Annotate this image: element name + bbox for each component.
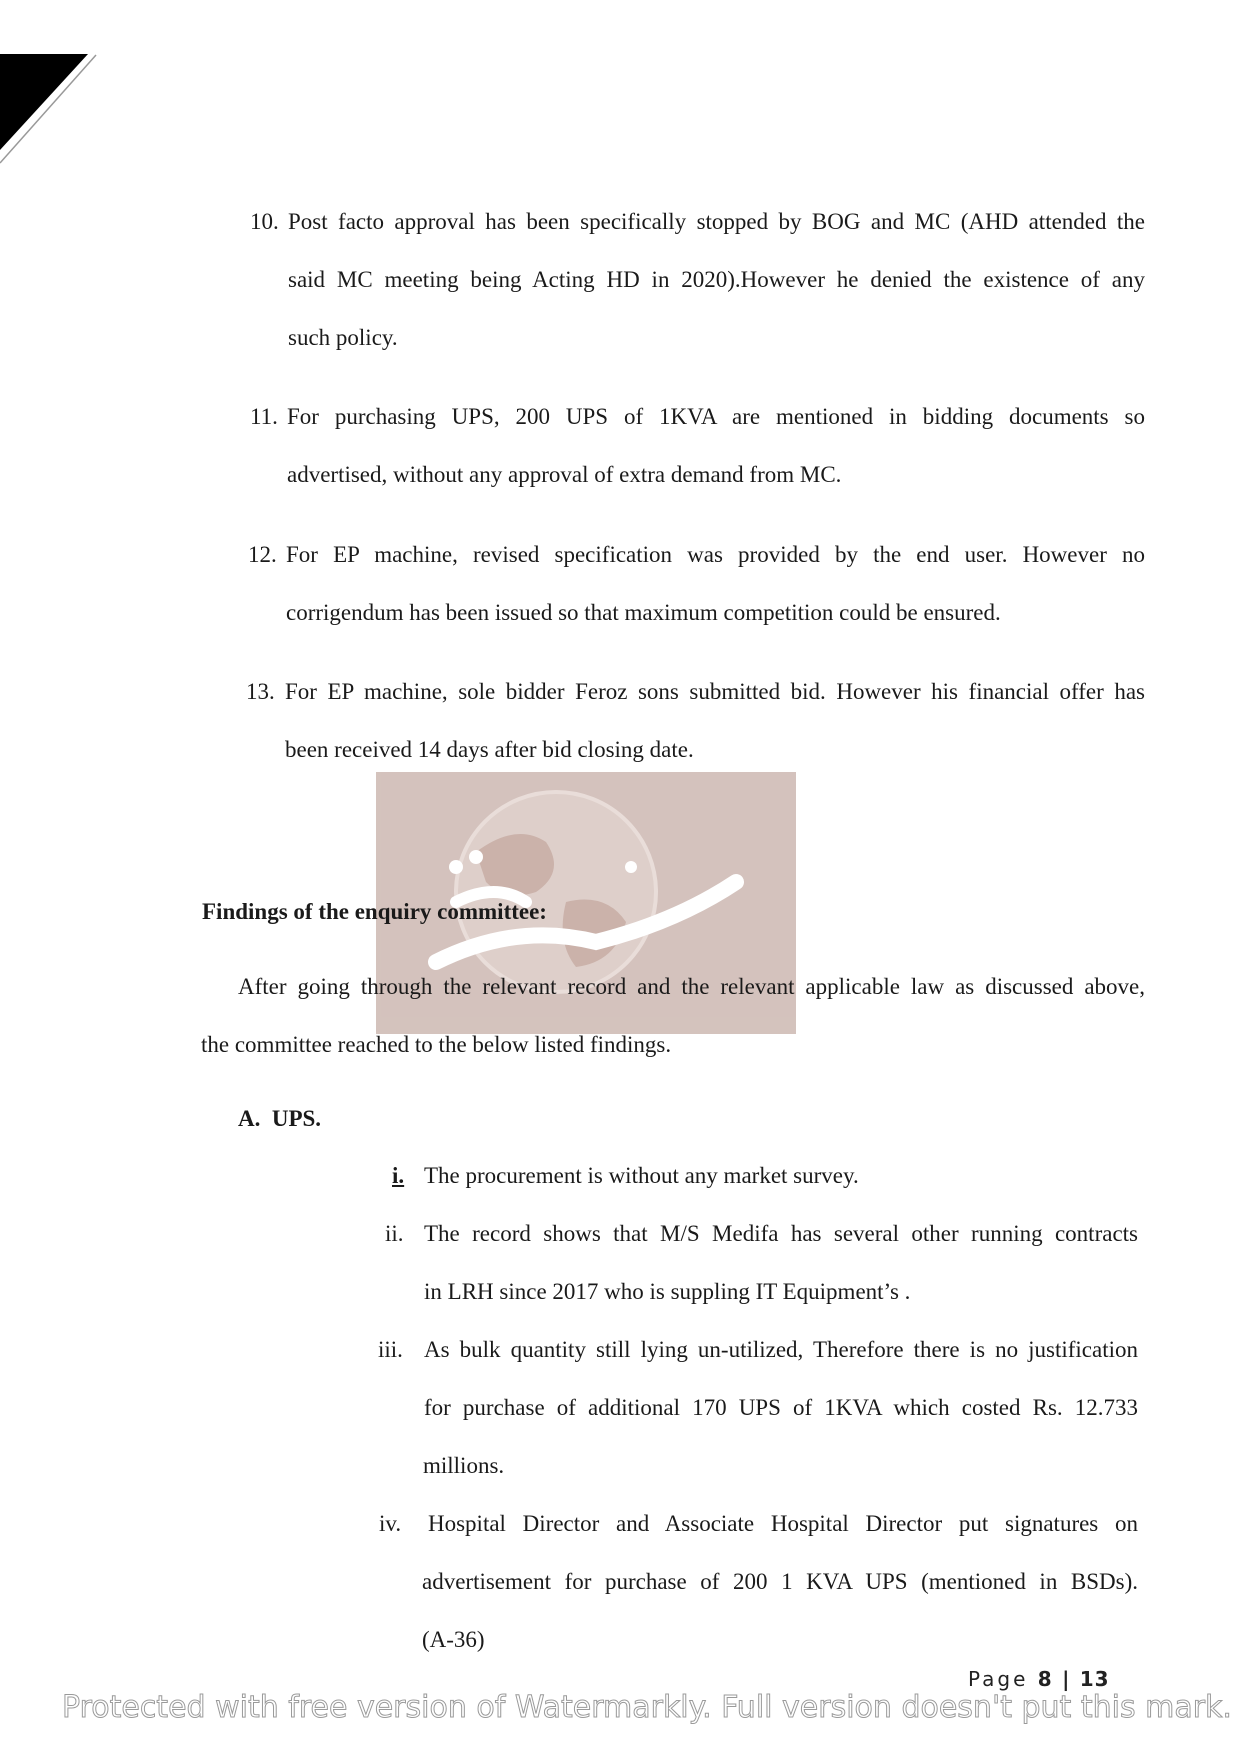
- point-line: millions.: [423, 1453, 505, 1478]
- findings-intro-line: the committee reached to the below listed findings.: [201, 1032, 672, 1057]
- point-line: advertisement for purchase of 200 1 KVA UPS (mentioned in BSDs).: [422, 1569, 1138, 1594]
- point-number: ii.: [385, 1221, 404, 1246]
- point-line: The procurement is without any market survey.: [424, 1163, 859, 1188]
- item-line: said MC meeting being Acting HD in 2020).However he denied the existence of any: [288, 267, 1145, 292]
- item-line: advertised, without any approval of extra demand from MC.: [287, 462, 842, 487]
- point-line: in LRH since 2017 who is suppling IT Equipment’s .: [424, 1279, 911, 1304]
- page-current: 8: [1037, 1667, 1053, 1691]
- page-label: Page: [968, 1667, 1029, 1691]
- findings-heading: Findings of the enquiry committee:: [202, 899, 547, 924]
- item-line: such policy.: [288, 325, 398, 350]
- item-line: corrigendum has been issued so that maximum competition could be ensured.: [286, 600, 1001, 625]
- item-line: For EP machine, revised specification was provided by the end user. However no: [286, 542, 1145, 567]
- item-line: Post facto approval has been specifically stopped by BOG and MC (AHD attended the: [288, 209, 1145, 234]
- point-number: iv.: [379, 1511, 402, 1536]
- point-line: As bulk quantity still lying un-utilized, Therefore there is no justification: [424, 1337, 1138, 1362]
- findings-intro-line: After going through the relevant record and the relevant applicable law as discussed above,: [238, 974, 1145, 999]
- point-number: i.: [392, 1163, 405, 1188]
- item-line: been received 14 days after bid closing date.: [285, 737, 694, 762]
- section-a-title: A. UPS.: [238, 1106, 322, 1131]
- item-number: 13.: [246, 679, 275, 704]
- item-number: 11.: [250, 404, 278, 429]
- watermark-text: Protected with free version of Watermarkly. Full version doesn't put this mark.: [62, 1690, 1232, 1725]
- item-line: For EP machine, sole bidder Feroz sons submitted bid. However his financial offer has: [285, 679, 1145, 704]
- page-total: 13: [1079, 1667, 1110, 1691]
- point-line: for purchase of additional 170 UPS of 1KVA which costed Rs. 12.733: [424, 1395, 1138, 1420]
- page-number: Page 8 | 13: [968, 1667, 1110, 1691]
- item-number: 12.: [248, 542, 277, 567]
- corner-fold-mark: [0, 0, 100, 170]
- item-number: 10.: [250, 209, 279, 234]
- point-line: The record shows that M/S Medifa has several other running contracts: [424, 1221, 1138, 1246]
- point-line: Hospital Director and Associate Hospital Director put signatures on: [428, 1511, 1138, 1536]
- point-line: (A-36): [422, 1627, 485, 1652]
- point-number: iii.: [378, 1337, 403, 1362]
- item-line: For purchasing UPS, 200 UPS of 1KVA are mentioned in bidding documents so: [287, 404, 1145, 429]
